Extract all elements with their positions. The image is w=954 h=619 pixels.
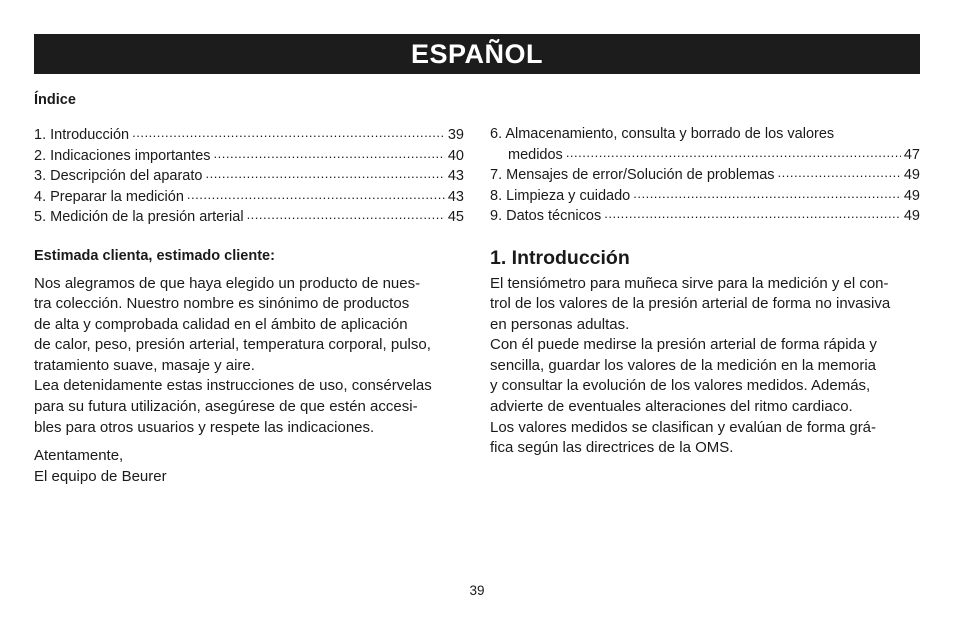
toc-item-text-continuation: medidos: [508, 146, 563, 163]
text-line: en personas adultas.: [490, 315, 630, 333]
toc-item[interactable]: [34, 166, 464, 187]
text-line: sencilla, guardar los valores de la medición en la memoria: [490, 356, 877, 374]
toc-leader: [633, 188, 901, 200]
text-line: bles para otros usuarios y respete las indicaciones.: [34, 418, 375, 436]
toc-item-page: 40: [447, 147, 464, 164]
greeting-heading: Estimada clienta, estimado cliente:: [34, 247, 275, 264]
text-line: trol de los valores de la presión arterial de forma no invasiva: [490, 295, 891, 313]
toc-item-text: 3. Descripción del aparato: [34, 168, 203, 184]
intro-heading: 1. Introducción: [490, 246, 630, 269]
toc-item-page: 43: [447, 168, 464, 184]
text-line: El tensiómetro para muñeca sirve para la medición y el con-: [490, 274, 889, 292]
left-column: [34, 90, 464, 487]
text-line: y consultar la evolución de los valores medidos. Además,: [490, 377, 871, 395]
toc-item-page: 45: [447, 209, 464, 225]
language-header: [34, 34, 920, 74]
toc-item[interactable]: [34, 207, 464, 228]
toc-item-page: 43: [447, 188, 464, 205]
right-column: [490, 124, 920, 459]
text-line: tra colección. Nuestro nombre es sinónimo de productos: [34, 295, 410, 313]
toc-item[interactable]: [490, 124, 920, 165]
toc-item-page: 47: [903, 146, 920, 163]
toc-leader: [247, 209, 445, 221]
toc-item-page: 49: [903, 208, 920, 224]
toc-leader: [132, 127, 445, 139]
toc-leader: [205, 168, 444, 180]
toc-leader: [604, 208, 901, 220]
text-line: de alta y comprobada calidad en el ámbito de aplicación: [34, 315, 408, 333]
text-line: Con él puede medirse la presión arterial de forma rápida y: [490, 336, 877, 354]
page-number: 39: [469, 583, 485, 598]
toc-item-text: 7. Mensajes de error/Solución de problemas: [490, 167, 775, 183]
toc-item[interactable]: [34, 146, 464, 167]
text-line: fica según las directrices de la OMS.: [490, 439, 734, 457]
text-line: advierte de eventuales alteraciones del ritmo cardiaco.: [490, 398, 853, 416]
toc-item-page: 49: [903, 187, 920, 204]
toc-item[interactable]: [490, 206, 920, 227]
index-heading: Índice: [34, 92, 76, 108]
toc-item-text: 8. Limpieza y cuidado: [490, 187, 631, 204]
toc-item-page: 39: [447, 127, 464, 143]
toc-item-text: 6. Almacenamiento, consulta y borrado de los valores: [490, 126, 835, 142]
toc-left: [34, 125, 464, 228]
text-line: de calor, peso, presión arterial, temperatura corporal, pulso,: [34, 336, 431, 354]
intro-paragraph: [490, 274, 920, 459]
toc-item[interactable]: [490, 165, 920, 186]
text-line: tratamiento suave, masaje y aire.: [34, 356, 255, 374]
toc-leader: [214, 148, 445, 160]
toc-item-continuation: [490, 145, 920, 166]
closing-text: Atentamente,: [34, 447, 124, 465]
toc-right: [490, 124, 920, 227]
toc-item[interactable]: [34, 125, 464, 146]
toc-item[interactable]: [34, 187, 464, 208]
toc-item-text: 1. Introducción: [34, 127, 130, 143]
toc-leader: [778, 167, 901, 179]
toc-leader: [566, 147, 901, 159]
text-line: para su futura utilización, asegúrese de que estén accesi-: [34, 398, 418, 416]
text-line: Lea detenidamente estas instrucciones de uso, consérvelas: [34, 377, 432, 395]
toc-leader: [187, 189, 445, 201]
signature-text: El equipo de Beurer: [34, 467, 167, 485]
toc-item-text: 4. Preparar la medición: [34, 188, 184, 205]
text-line: Nos alegramos de que haya elegido un producto de nues-: [34, 274, 421, 292]
text-line: Los valores medidos se clasifican y evalúan de forma grá-: [490, 418, 877, 436]
toc-item[interactable]: [490, 186, 920, 207]
toc-item-text: 5. Medición de la presión arterial: [34, 209, 244, 225]
toc-item-text: 9. Datos técnicos: [490, 208, 602, 224]
toc-item-page: 49: [903, 167, 920, 183]
toc-item-text: 2. Indicaciones importantes: [34, 147, 211, 164]
greeting-paragraph: [34, 274, 464, 439]
language-title: ESPAÑOL: [410, 39, 543, 69]
